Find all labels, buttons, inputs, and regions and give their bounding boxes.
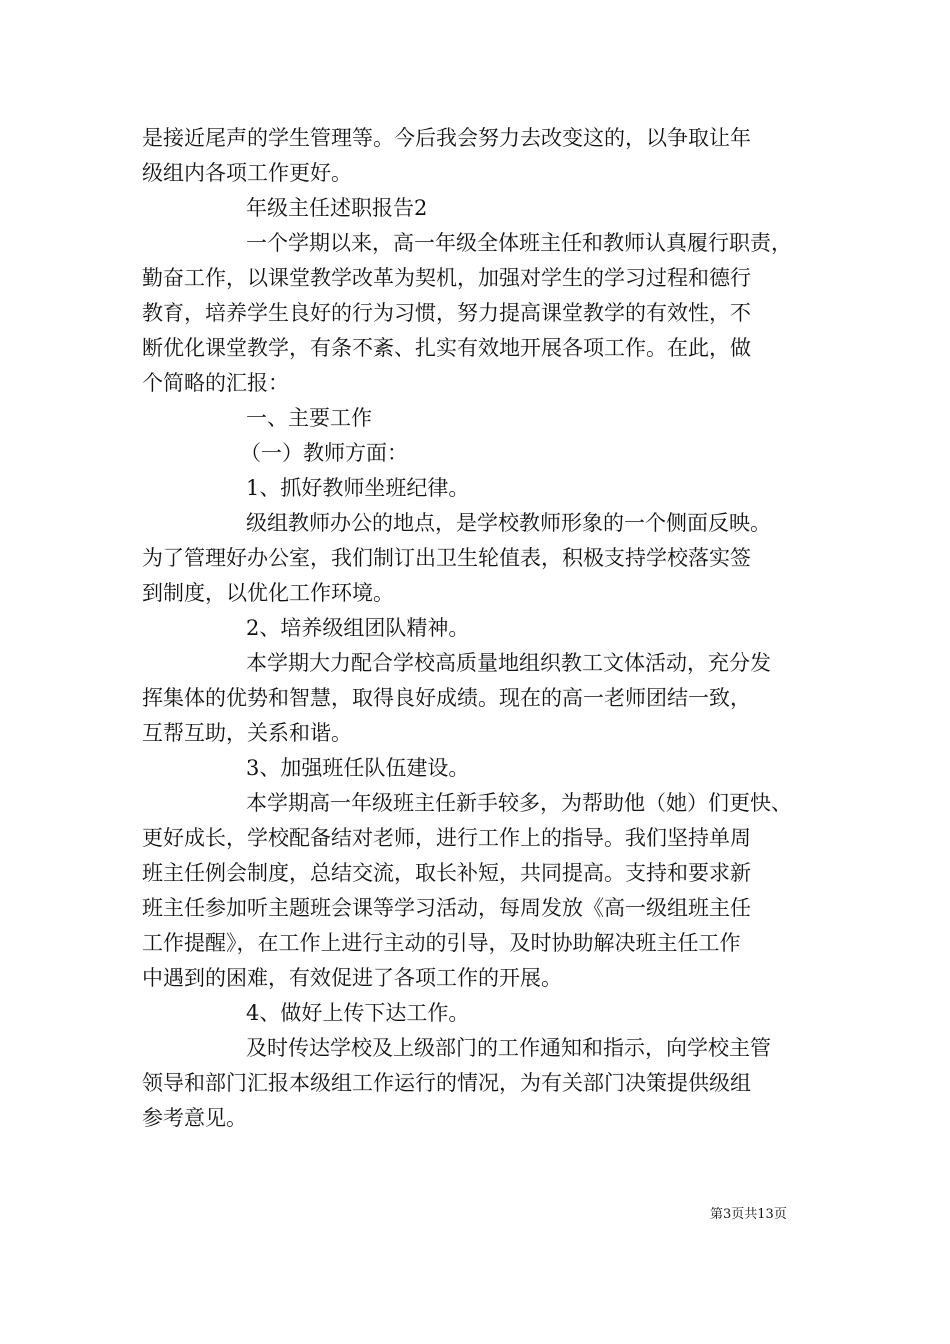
text-line: 互帮互助，关系和谐。 bbox=[142, 721, 352, 745]
heading-main-work: 一、主要工作 bbox=[246, 406, 372, 430]
text-line: 更好成长，学校配备结对老师，进行工作上的指导。我们坚持单周 bbox=[142, 826, 751, 850]
text-line: 级组内各项工作更好。 bbox=[142, 161, 352, 185]
text-line: 断优化课堂教学，有条不紊、扎实有效地开展各项工作。在此，做 bbox=[142, 336, 751, 360]
page-number: 第3页共13页 bbox=[710, 1207, 787, 1222]
text-line: 班主任例会制度，总结交流，取长补短，共同提高。支持和要求新 bbox=[142, 861, 751, 885]
text-line: 到制度，以优化工作环境。 bbox=[142, 581, 394, 605]
text-line: 本学期大力配合学校高质量地组织教工文体活动，充分发 bbox=[246, 651, 771, 675]
body-text bbox=[142, 121, 812, 1136]
text-line: 班主任参加听主题班会课等学习活动，每周发放《高一级组班主任 bbox=[142, 896, 751, 920]
text-line: 一个学期以来，高一年级全体班主任和教师认真履行职责， bbox=[246, 231, 792, 255]
text-line: 及时传达学校及上级部门的工作通知和指示，向学校主管 bbox=[246, 1036, 771, 1060]
text-line: 领导和部门汇报本级组工作运行的情况，为有关部门决策提供级组 bbox=[142, 1071, 751, 1095]
subheading-teachers: （一）教师方面： bbox=[240, 441, 408, 465]
item-heading: 3、加强班任队伍建设。 bbox=[246, 756, 470, 780]
text-line: 级组教师办公的地点，是学校教师形象的一个侧面反映。 bbox=[246, 511, 771, 535]
item-heading: 4、做好上传下达工作。 bbox=[246, 1001, 470, 1025]
item-heading: 1、抓好教师坐班纪律。 bbox=[246, 476, 470, 500]
item-heading: 2、培养级组团队精神。 bbox=[246, 616, 470, 640]
text-line: 勤奋工作，以课堂教学改革为契机，加强对学生的学习过程和德行 bbox=[142, 266, 751, 290]
section-title: 年级主任述职报告2 bbox=[246, 196, 428, 220]
text-line: 为了管理好办公室，我们制订出卫生轮值表，积极支持学校落实签 bbox=[142, 546, 751, 570]
text-line: 挥集体的优势和智慧，取得良好成绩。现在的高一老师团结一致， bbox=[142, 686, 751, 710]
text-line: 教育，培养学生良好的行为习惯，努力提高课堂教学的有效性，不 bbox=[142, 301, 751, 325]
text-line: 本学期高一年级班主任新手较多，为帮助他（她）们更快、 bbox=[246, 791, 792, 815]
text-line: 中遇到的困难，有效促进了各项工作的开展。 bbox=[142, 966, 562, 990]
text-line: 参考意见。 bbox=[142, 1106, 247, 1130]
text-line: 个简略的汇报： bbox=[142, 371, 289, 395]
text-line: 工作提醒》，在工作上进行主动的引导，及时协助解决班主任工作 bbox=[142, 931, 741, 955]
text-line: 是接近尾声的学生管理等。今后我会努力去改变这的，以争取让年 bbox=[142, 126, 751, 150]
